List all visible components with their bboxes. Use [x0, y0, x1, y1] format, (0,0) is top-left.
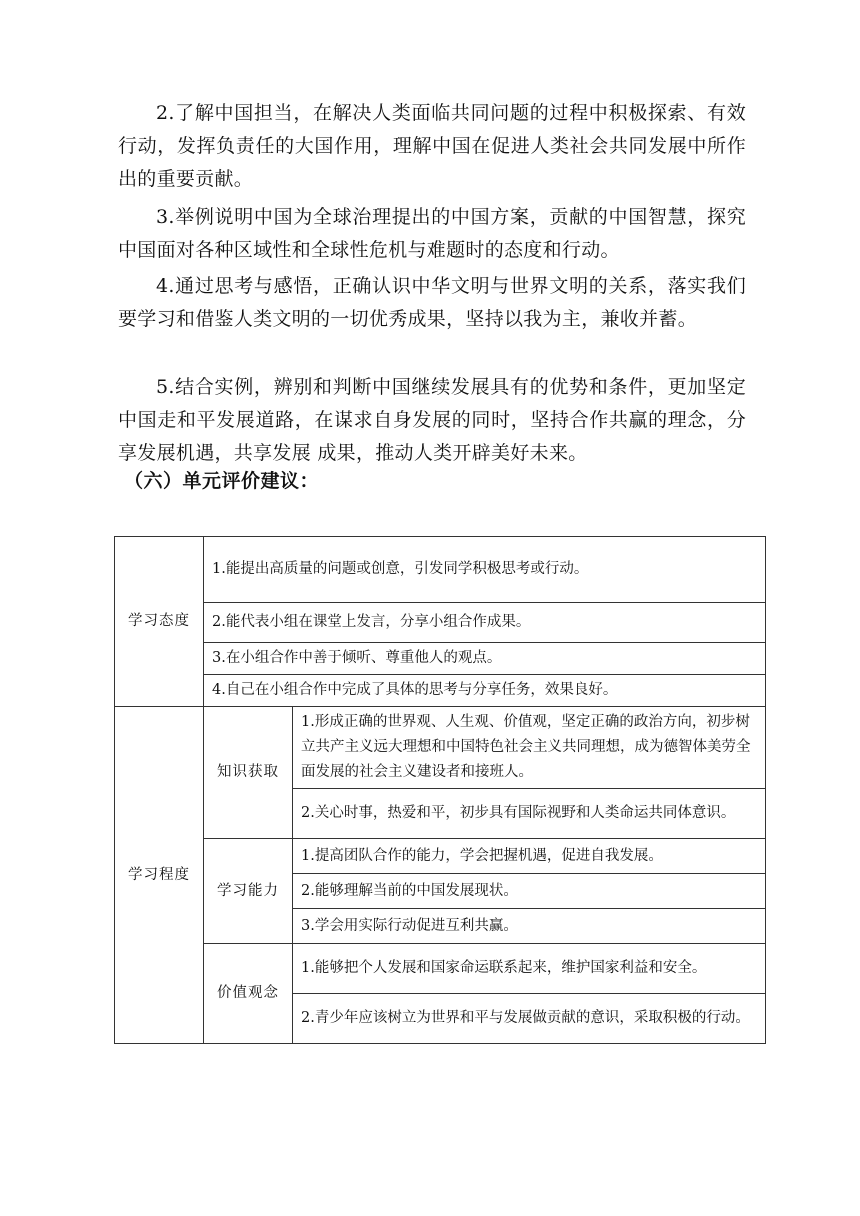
- table-cell: 1.能提出高质量的问题或创意，引发同学积极思考或行动。: [204, 537, 766, 603]
- category-degree: 学习程度: [115, 707, 204, 1044]
- subcategory-knowledge: 知识获取: [204, 707, 293, 839]
- section-heading: （六）单元评价建议：: [124, 470, 320, 492]
- table-row: [115, 643, 766, 675]
- objective-paragraph-3: 3.举例说明中国为全球治理提出的中国方案，贡献的中国智慧，探究中国面对各种区域性和全球性危机与难题时的态度和行动。: [118, 206, 746, 261]
- table-cell: 2.能代表小组在课堂上发言，分享小组合作成果。: [204, 603, 766, 643]
- table-cell: 4.自己在小组合作中完成了具体的思考与分享任务，效果良好。: [204, 675, 766, 707]
- table-row: [115, 707, 766, 789]
- objective-paragraph-5: 5.结合实例，辨别和判断中国继续发展具有的优势和条件，更加坚定中国走和平发展道路，在谋求自身发展的同时，坚持合作共赢的理念，分享发展机遇，共享发展 成果，推动人类开辟美好未来。: [118, 376, 746, 464]
- table-cell: 2.关心时事，热爱和平，初步具有国际视野和人类命运共同体意识。: [293, 789, 766, 839]
- objective-paragraph-2: 2.了解中国担当，在解决人类面临共同问题的过程中积极探索、有效行动，发挥负责任的大国作用，理解中国在促进人类社会共同发展中所作出的重要贡献。: [118, 102, 746, 190]
- category-attitude: 学习态度: [115, 537, 204, 707]
- subcategory-values: 价值观念: [204, 944, 293, 1044]
- table-cell: 1.形成正确的世界观、人生观、价值观，坚定正确的政治方向，初步树立共产主义远大理想和中国特色社会主义共同理想，成为德智体美劳全面发展的社会主义建设者和接班人。: [293, 707, 766, 789]
- table-cell: 3.在小组合作中善于倾听、尊重他人的观点。: [204, 643, 766, 675]
- table-cell: 2.能够理解当前的中国发展现状。: [293, 874, 766, 909]
- table-row: [115, 537, 766, 603]
- objective-paragraph-4: 4.通过思考与感悟，正确认识中华文明与世界文明的关系，落实我们要学习和借鉴人类文明的一切优秀成果，坚持以我为主，兼收并蓄。: [118, 275, 746, 330]
- table-cell: 1.能够把个人发展和国家命运联系起来，维护国家利益和安全。: [293, 944, 766, 994]
- table-row: [115, 839, 766, 874]
- table-cell: 3.学会用实际行动促进互利共赢。: [293, 909, 766, 944]
- table-row: [115, 944, 766, 994]
- table-row: [115, 675, 766, 707]
- table-cell: 1.提高团队合作的能力，学会把握机遇，促进自我发展。: [293, 839, 766, 874]
- table-row: [115, 603, 766, 643]
- table-cell: 2.青少年应该树立为世界和平与发展做贡献的意识，采取积极的行动。: [293, 994, 766, 1044]
- subcategory-ability: 学习能力: [204, 839, 293, 944]
- evaluation-table: [114, 536, 766, 1044]
